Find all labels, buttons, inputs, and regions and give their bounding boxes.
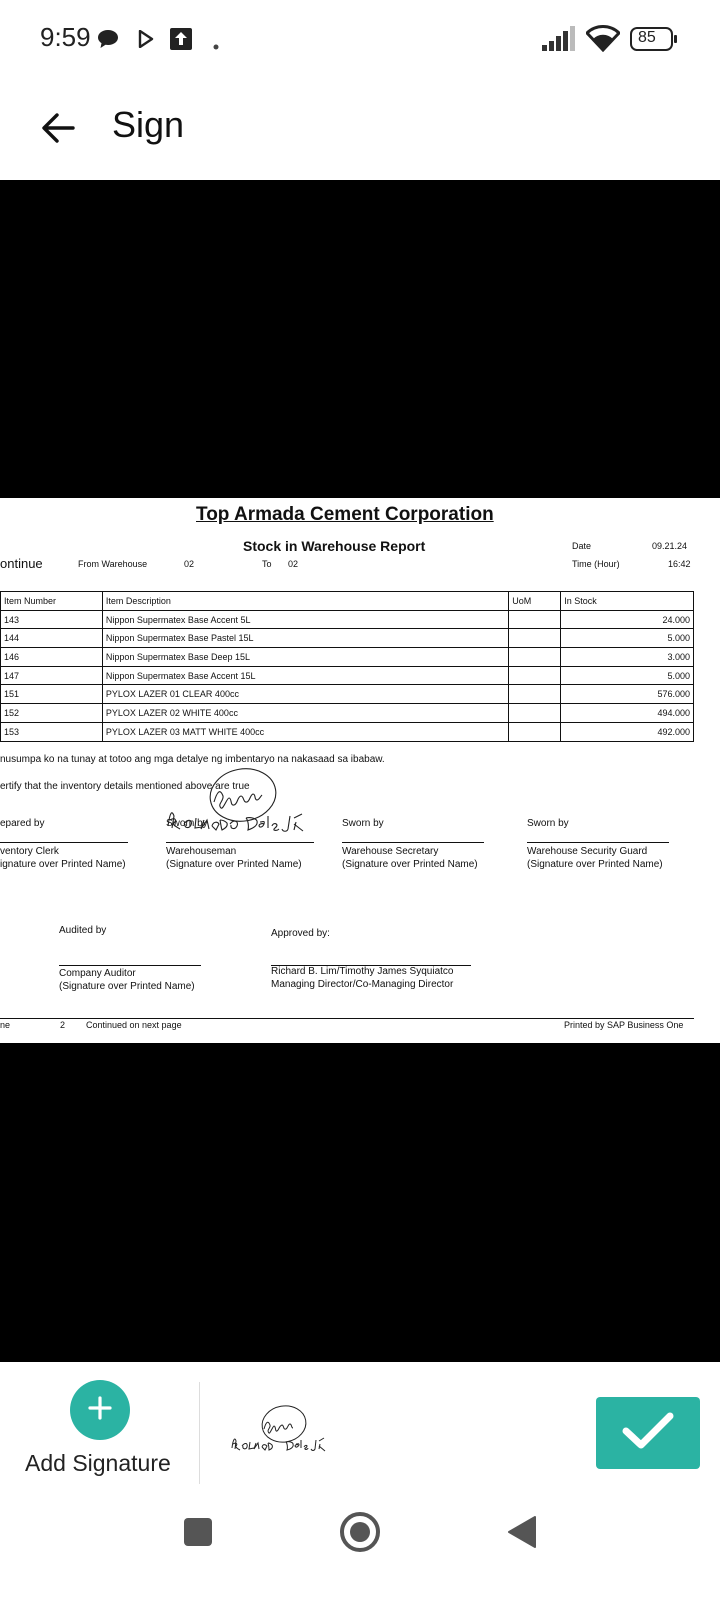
cell-item-number: 143 — [1, 610, 103, 629]
role-warehouse-secretary-sub: (Signature over Printed Name) — [342, 859, 478, 870]
cell-item-number: 147 — [1, 666, 103, 685]
footer-rule — [0, 1018, 694, 1019]
approved-by-label: Approved by: — [271, 928, 330, 939]
applied-signature[interactable] — [166, 760, 326, 846]
from-warehouse-label: From Warehouse — [78, 559, 148, 569]
to-label: To — [262, 559, 272, 569]
footer-left: ne — [0, 1020, 11, 1030]
table-header-row — [1, 592, 694, 611]
cell-uom — [509, 666, 561, 685]
sworn-by-label-3: Sworn by — [527, 818, 569, 829]
cell-uom — [509, 685, 561, 704]
cell-in-stock: 5.000 — [561, 666, 694, 685]
cell-item-number: 146 — [1, 648, 103, 667]
table-row — [1, 610, 694, 629]
back-button[interactable] — [30, 102, 86, 158]
role-company-auditor-sub: (Signature over Printed Name) — [59, 981, 195, 992]
add-signature-button[interactable] — [70, 1380, 130, 1440]
arrow-left-icon — [41, 113, 75, 148]
oath-tagalog: nusumpa ko na tunay at totoo ang mga detalye ng imbentaryo na nakasaad sa ibabaw. — [0, 754, 385, 765]
col-item-number: Item Number — [1, 592, 103, 611]
sworn-by-label-1: Sworn by — [166, 818, 208, 829]
battery-level: 85 — [638, 29, 656, 46]
cell-item-description: Nippon Supermatex Base Pastel 15L — [102, 629, 508, 648]
report-title: Stock in Warehouse Report — [243, 538, 426, 554]
cell-item-description: Nippon Supermatex Base Accent 5L — [102, 610, 508, 629]
home-circle-icon — [339, 1511, 381, 1558]
cell-item-description: PYLOX LAZER 02 WHITE 400cc — [102, 704, 508, 723]
role-warehouse-secretary: Warehouse Secretary — [342, 846, 439, 857]
oath-english: ertify that the inventory details mentioned above are true — [0, 781, 250, 792]
viewer-background-bottom — [0, 1043, 720, 1362]
app-bar — [0, 80, 720, 180]
to-value: 02 — [288, 559, 299, 569]
chat-bubble-icon — [96, 28, 120, 55]
table-row — [1, 666, 694, 685]
col-item-description: Item Description — [102, 592, 508, 611]
saved-signature-thumbnail[interactable] — [230, 1402, 340, 1462]
status-bar — [0, 0, 720, 80]
approver-name: Richard B. Lim/Timothy James Syquiatco — [271, 966, 454, 977]
document-page[interactable] — [0, 498, 720, 1043]
signal-icon — [542, 26, 576, 57]
from-warehouse-value: 02 — [184, 559, 195, 569]
sworn-by-label-2: Sworn by — [342, 818, 384, 829]
signature-line-auditor — [59, 965, 201, 966]
dot-icon — [213, 37, 219, 55]
wifi-icon — [586, 24, 620, 57]
time-value: 16:42 — [668, 559, 691, 569]
signature-toolbar — [0, 1362, 720, 1492]
signature-line-inventory-clerk — [0, 842, 128, 843]
role-security-guard: Warehouse Security Guard — [527, 846, 648, 857]
time-label: Time (Hour) — [572, 559, 620, 569]
cell-in-stock: 24.000 — [561, 610, 694, 629]
table-row — [1, 629, 694, 648]
cell-uom — [509, 704, 561, 723]
col-uom: UoM — [509, 592, 561, 611]
approver-title: Managing Director/Co-Managing Director — [271, 979, 454, 990]
status-time: 9:59 — [40, 22, 91, 52]
nav-back-button[interactable] — [504, 1514, 540, 1554]
cell-item-number: 144 — [1, 629, 103, 648]
cell-in-stock: 494.000 — [561, 704, 694, 723]
table-row — [1, 704, 694, 723]
audited-by-label: Audited by — [59, 925, 107, 936]
cell-item-number: 153 — [1, 722, 103, 741]
battery-icon — [630, 26, 678, 57]
signature-line-security-guard — [527, 842, 669, 843]
footer-continued: Continued on next page — [86, 1020, 182, 1030]
company-name: Top Armada Cement Corporation — [196, 504, 494, 525]
add-signature-label[interactable]: Add Signature — [25, 1450, 171, 1476]
recents-button[interactable] — [180, 1516, 216, 1552]
cell-item-number: 151 — [1, 685, 103, 704]
role-warehouseman: Warehouseman — [166, 846, 237, 857]
page-title: Sign — [112, 104, 185, 145]
table-row — [1, 722, 694, 741]
play-store-icon — [138, 30, 154, 53]
recents-square-icon — [183, 1517, 213, 1552]
cell-item-description: PYLOX LAZER 03 MATT WHITE 400cc — [102, 722, 508, 741]
role-inventory-clerk-sub: ignature over Printed Name) — [0, 859, 126, 870]
prepared-by-label: epared by — [0, 818, 45, 829]
cell-in-stock: 5.000 — [561, 629, 694, 648]
role-warehouseman-sub: (Signature over Printed Name) — [166, 859, 302, 870]
check-icon — [621, 1411, 675, 1456]
upload-icon — [170, 28, 192, 55]
role-company-auditor: Company Auditor — [59, 968, 136, 979]
role-security-guard-sub: (Signature over Printed Name) — [527, 859, 663, 870]
system-nav-bar — [0, 1492, 720, 1600]
table-row — [1, 648, 694, 667]
continue-label: ontinue — [0, 556, 43, 571]
col-in-stock: In Stock — [561, 592, 694, 611]
date-value: 09.21.24 — [652, 541, 688, 551]
date-label: Date — [572, 541, 592, 551]
cell-item-description: Nippon Supermatex Base Accent 15L — [102, 666, 508, 685]
cell-in-stock: 576.000 — [561, 685, 694, 704]
cell-in-stock: 3.000 — [561, 648, 694, 667]
toolbar-divider — [199, 1382, 200, 1484]
footer-printed: Printed by SAP Business One — [564, 1020, 684, 1030]
cell-uom — [509, 648, 561, 667]
table-row — [1, 685, 694, 704]
cell-uom — [509, 610, 561, 629]
cell-uom — [509, 722, 561, 741]
signature-line-warehouseman — [166, 842, 314, 843]
home-button[interactable] — [338, 1512, 382, 1556]
cell-item-description: Nippon Supermatex Base Deep 15L — [102, 648, 508, 667]
cell-uom — [509, 629, 561, 648]
cell-in-stock: 492.000 — [561, 722, 694, 741]
footer-page: 2 — [60, 1020, 66, 1030]
cell-item-description: PYLOX LAZER 01 CLEAR 400cc — [102, 685, 508, 704]
viewer-background-top — [0, 180, 720, 498]
signature-line-warehouse-secretary — [342, 842, 484, 843]
confirm-button[interactable] — [596, 1397, 700, 1469]
stock-table — [0, 591, 694, 742]
back-triangle-icon — [507, 1515, 537, 1554]
plus-icon — [87, 1395, 113, 1426]
role-inventory-clerk: ventory Clerk — [0, 846, 59, 857]
cell-item-number: 152 — [1, 704, 103, 723]
